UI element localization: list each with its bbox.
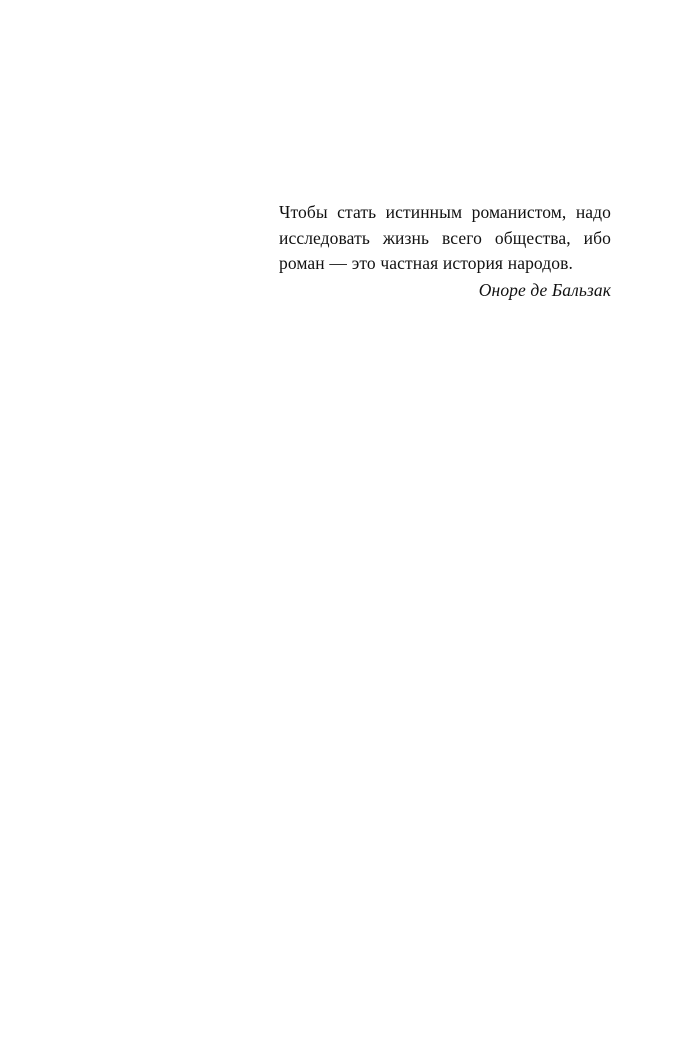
epigraph-attribution: Оноре де Бальзак (478, 279, 611, 300)
epigraph (279, 200, 611, 303)
epigraph-quote: Чтобы стать истинным романистом, надо исследовать жизнь всего общества, ибо роман — это частная история народов. (279, 202, 611, 273)
